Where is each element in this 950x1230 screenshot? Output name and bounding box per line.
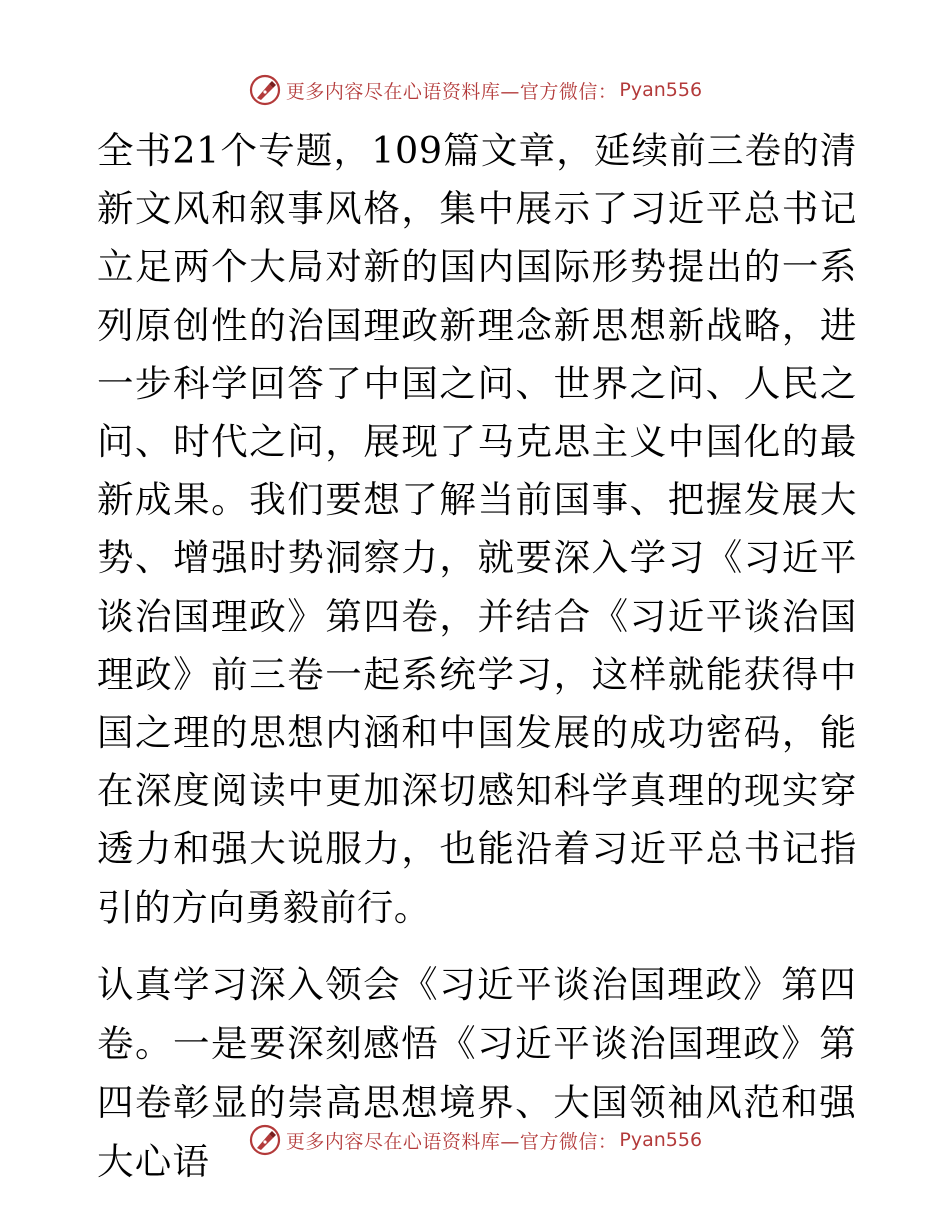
header-watermark-text: 更多内容尽在心语资料库—官方微信： [285,80,618,103]
pen-nib-logo-icon [248,1123,282,1157]
footer-watermark-text: 更多内容尽在心语资料库—官方微信： [285,1130,618,1153]
footer-watermark [0,1120,950,1160]
footer-wechat-id: Pyan556 [619,1129,703,1151]
pen-nib-logo-icon [248,73,282,107]
paragraph-1: 全书21个专题，109篇文章，延续前三卷的清新文风和叙事风格，集中展示了习近平总书记立足两个大局对新的国内国际形势提出的一系列原创性的治国理政新理念新思想新战略，进一步科学回答了中国之问、世界之问、人民之问、时代之问，展现了马克思主义中国化的最新成果。我们要想了解当前国事、把握发展大势、增强时势洞察力，就要深入学习《习近平谈治国理政》第四卷，并结合《习近平谈治国理政》前三卷一起系统学习，这样就能获得中国之理的思想内涵和中国发展的成功密码，能在深度阅读中更加深切感知科学真理的现实穿透力和强大说服力，也能沿着习近平总书记指引的方向勇毅前行。 [97,129,857,929]
header-wechat-id: Pyan556 [619,79,703,101]
document-body [97,122,857,1191]
paragraph-2: 认真学习深入领会《习近平谈治国理政》第四卷。一是要深刻感悟《习近平谈治国理政》第四卷彰显的崇高思想境界、大国领袖风范和强大心语 [97,962,857,1183]
header-watermark [0,70,950,110]
